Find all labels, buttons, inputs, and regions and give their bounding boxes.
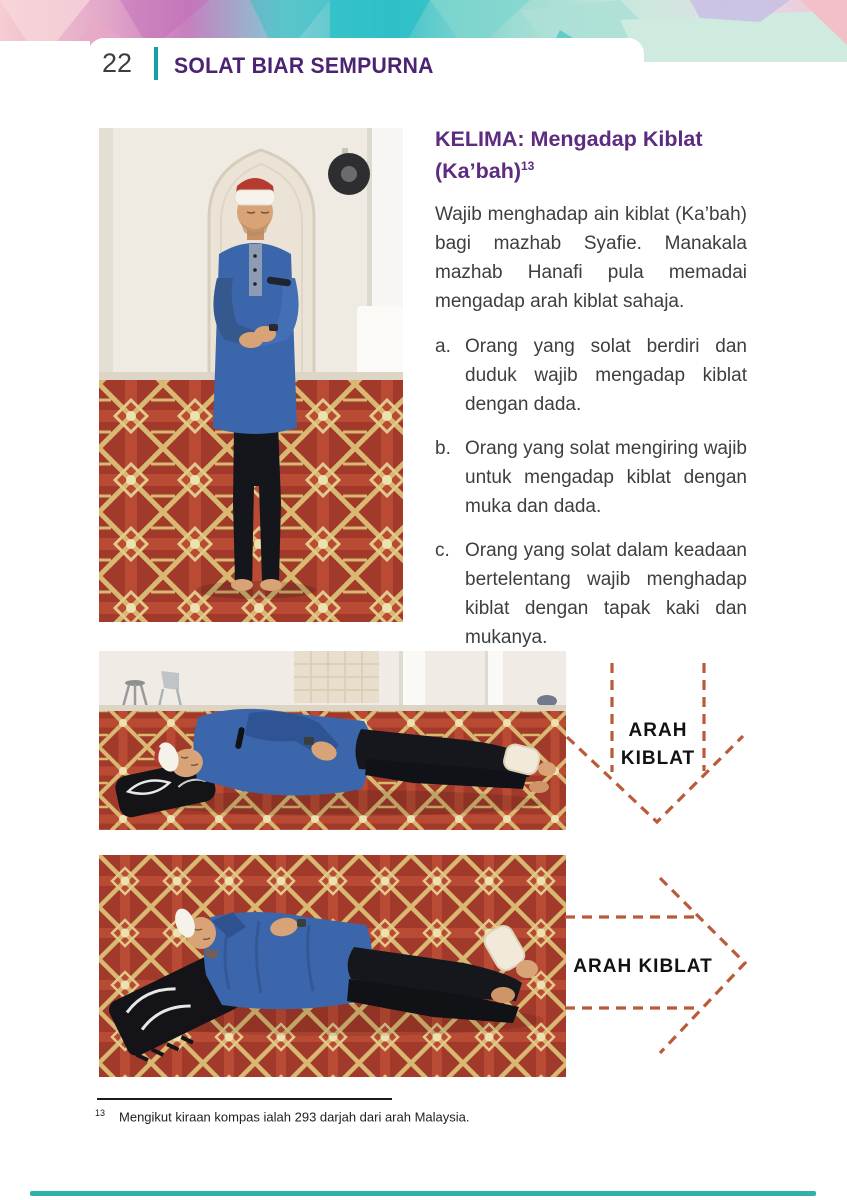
list-label: a. (435, 336, 451, 358)
list-item-b (435, 434, 747, 521)
arrow-label-line1: ARAH (628, 720, 688, 741)
list-text: Orang yang solat dalam keadaan bertelentang wajib menghadap kiblat dengan tapak kaki dan mukanya. (465, 540, 747, 649)
list-text: Orang yang solat mengiring wajib untuk mengadap kiblat dengan muka dan dada. (465, 438, 747, 518)
footnote-divider (97, 1098, 392, 1100)
list-text: Orang yang solat berdiri dan duduk wajib mengadap kiblat dengan dada. (465, 336, 747, 416)
intro-paragraph: Wajib menghadap ain kiblat (Ka’bah) bagi mazhab Syafie. Manakala mazhab Hanafi pula memadai mengadap arah kiblat sahaja. (435, 204, 747, 313)
list-label: b. (435, 438, 451, 460)
photo-lying-on-back (99, 855, 566, 1077)
list-label: c. (435, 540, 450, 562)
title-divider-bar (154, 47, 158, 80)
footer-accent-bar (30, 1191, 816, 1196)
footnote (95, 1108, 469, 1124)
arrow-label-line2: KIBLAT (620, 748, 696, 769)
heading-line2: (Ka’bah) (435, 159, 521, 184)
footnote-ref: 13 (95, 1108, 106, 1118)
qiblah-direction-arrow-right (562, 868, 762, 1063)
heading-line1: KELIMA: Mengadap Kiblat (435, 127, 703, 151)
list-item-c (435, 536, 747, 652)
banner-white-cut (0, 41, 90, 62)
photo-lying-on-side (99, 651, 566, 830)
book-title: SOLAT BIAR SEMPURNA (174, 53, 434, 78)
photo-standing-facing-qiblah (99, 128, 403, 622)
footnote-text: Mengikut kiraan kompas ialah 293 darjah dari arah Malaysia. (119, 1109, 470, 1125)
heading-footnote-ref: 13 (521, 159, 535, 173)
qiblah-direction-arrow-down (558, 652, 753, 832)
article-text-column (435, 126, 747, 667)
section-heading (435, 126, 747, 185)
list-item-a (435, 332, 747, 419)
arrow-label: ARAH KIBLAT (573, 956, 713, 977)
page-number: 22 (102, 48, 133, 78)
